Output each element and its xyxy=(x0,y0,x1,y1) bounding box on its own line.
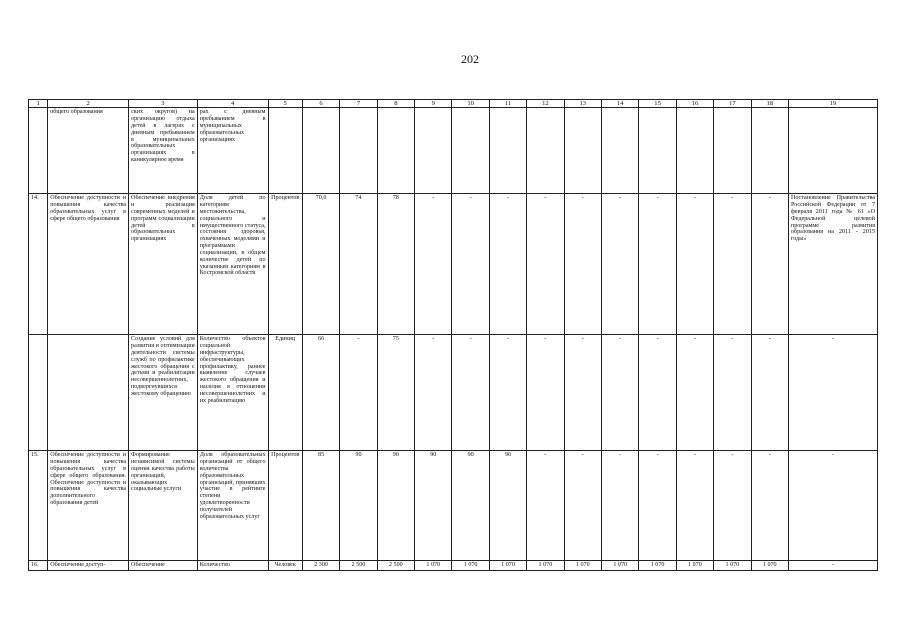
row-number: 14. xyxy=(29,194,48,335)
value-cell: 1 070 xyxy=(676,561,713,571)
value-cell: - xyxy=(714,451,751,561)
value-cell: - xyxy=(639,194,676,335)
value-cell: 2 500 xyxy=(377,561,414,571)
value-cell: - xyxy=(639,451,676,561)
column-header-11: 11 xyxy=(489,100,526,108)
value-cell xyxy=(340,108,377,194)
column-header-2: 2 xyxy=(48,100,129,108)
unit-cell: Процентов xyxy=(268,451,302,561)
unit-cell: Единиц xyxy=(268,335,302,451)
column-header-1: 1 xyxy=(29,100,48,108)
value-cell: 90 xyxy=(340,451,377,561)
value-cell: 78 xyxy=(377,194,414,335)
legal-basis-cell xyxy=(788,108,877,194)
unit-cell: Человек xyxy=(268,561,302,571)
value-cell xyxy=(564,108,601,194)
value-cell xyxy=(415,108,452,194)
indicator-cell: Доля детей по категориям местожительства, социального и имущественного статуса, состояния здоровья, охваченных моделями и программами социализации, в общем количестве детей по указанным категориям в Костромской области xyxy=(197,194,268,335)
measure-cell: Формирование независимой системы оценки качества работы организаций, оказывающих социальные услуги xyxy=(129,451,198,561)
value-cell: - xyxy=(751,451,788,561)
goal-cell: Обеспечение доступности и повышения качества образовательных услуг в сфере общего образования. Обеспечение доступности и повышения качества дополнительного образования детей xyxy=(48,451,129,561)
table-row xyxy=(29,451,878,561)
value-cell: - xyxy=(639,335,676,451)
indicator-cell: Количество xyxy=(197,561,268,571)
value-cell: - xyxy=(714,194,751,335)
value-cell xyxy=(639,108,676,194)
column-header-19: 19 xyxy=(788,100,877,108)
value-cell: - xyxy=(564,451,601,561)
unit-cell xyxy=(268,108,302,194)
row-number xyxy=(29,108,48,194)
value-cell: - xyxy=(676,194,713,335)
measure-cell: Обеспечение внедрения и реализация современных моделей и программ социализации детей в образовательных организациях xyxy=(129,194,198,335)
value-cell: 90 xyxy=(415,451,452,561)
value-cell: - xyxy=(527,335,564,451)
value-cell: 90 xyxy=(452,451,489,561)
value-cell: 90 xyxy=(377,451,414,561)
column-header-8: 8 xyxy=(377,100,414,108)
value-cell: - xyxy=(340,335,377,451)
column-header-15: 15 xyxy=(639,100,676,108)
value-cell: 1 070 xyxy=(602,561,639,571)
value-cell: - xyxy=(751,335,788,451)
value-cell: 2 500 xyxy=(340,561,377,571)
column-header-16: 16 xyxy=(676,100,713,108)
value-cell: 1 070 xyxy=(527,561,564,571)
goal-cell: общего образования xyxy=(48,108,129,194)
value-cell: 1 070 xyxy=(415,561,452,571)
value-cell: - xyxy=(452,335,489,451)
program-indicators-table xyxy=(28,99,878,571)
value-cell xyxy=(527,108,564,194)
value-cell: 75 xyxy=(377,335,414,451)
value-cell: 1 070 xyxy=(564,561,601,571)
value-cell: 70,0 xyxy=(302,194,339,335)
value-cell: - xyxy=(676,451,713,561)
value-cell xyxy=(302,108,339,194)
value-cell: 1 070 xyxy=(714,561,751,571)
value-cell: - xyxy=(564,335,601,451)
value-cell: - xyxy=(602,451,639,561)
value-cell: - xyxy=(489,194,526,335)
value-cell: - xyxy=(415,335,452,451)
legal-basis-cell: Постановление Правительства Российской Федерации от 7 февраля 2011 года № 61 «О Федеральной целевой программе развития образования на 2011 - 2015 годы» xyxy=(788,194,877,335)
value-cell: - xyxy=(751,194,788,335)
table-row xyxy=(29,561,878,571)
column-header-5: 5 xyxy=(268,100,302,108)
goal-cell xyxy=(48,335,129,451)
value-cell: - xyxy=(452,194,489,335)
measure-cell: Создание условий для развития и оптимизации деятельности системы служб по профилактике жестокого обращения с детьми и реабилитации несовершеннолетних, подвергнувшихся жестокому обращению xyxy=(129,335,198,451)
legal-basis-cell: - xyxy=(788,335,877,451)
value-cell: 1 070 xyxy=(751,561,788,571)
header-row xyxy=(29,100,878,108)
value-cell: - xyxy=(527,194,564,335)
table-row xyxy=(29,108,878,194)
column-header-6: 6 xyxy=(302,100,339,108)
value-cell xyxy=(714,108,751,194)
column-header-12: 12 xyxy=(527,100,564,108)
value-cell: - xyxy=(676,335,713,451)
column-header-13: 13 xyxy=(564,100,601,108)
goal-cell: Обеспечение доступ- xyxy=(48,561,129,571)
value-cell: - xyxy=(415,194,452,335)
value-cell xyxy=(489,108,526,194)
row-number: 15. xyxy=(29,451,48,561)
value-cell: 85 xyxy=(302,451,339,561)
table-row xyxy=(29,194,878,335)
column-header-10: 10 xyxy=(452,100,489,108)
value-cell xyxy=(452,108,489,194)
value-cell: 1 070 xyxy=(639,561,676,571)
row-number: 16. xyxy=(29,561,48,571)
column-header-7: 7 xyxy=(340,100,377,108)
value-cell: - xyxy=(527,451,564,561)
indicator-cell: Количество объектов социальной инфраструктуры, обеспечивающих профилактику, раннее выявление случаев жестокого обращения и насилия в отношении несовершеннолетних и их реабилитацию xyxy=(197,335,268,451)
page-number: 202 xyxy=(461,52,479,66)
value-cell: - xyxy=(564,194,601,335)
value-cell xyxy=(377,108,414,194)
row-number xyxy=(29,335,48,451)
measure-cell: ских округов) на организацию отдыха детей в лагерях с дневным пребыванием в муниципальных образовательных организациях в каникулярное время xyxy=(129,108,198,194)
value-cell: 1 070 xyxy=(489,561,526,571)
value-cell: - xyxy=(602,194,639,335)
legal-basis-cell: - xyxy=(788,451,877,561)
value-cell: 66 xyxy=(302,335,339,451)
column-header-9: 9 xyxy=(415,100,452,108)
column-header-3: 3 xyxy=(129,100,198,108)
measure-cell: Обеспечение xyxy=(129,561,198,571)
column-header-17: 17 xyxy=(714,100,751,108)
value-cell: - xyxy=(714,335,751,451)
unit-cell: Процентов xyxy=(268,194,302,335)
column-header-18: 18 xyxy=(751,100,788,108)
column-header-4: 4 xyxy=(197,100,268,108)
value-cell xyxy=(676,108,713,194)
value-cell: 1 070 xyxy=(452,561,489,571)
value-cell: - xyxy=(602,335,639,451)
value-cell: 90 xyxy=(489,451,526,561)
table-row xyxy=(29,335,878,451)
value-cell xyxy=(751,108,788,194)
value-cell xyxy=(602,108,639,194)
value-cell: - xyxy=(489,335,526,451)
indicator-cell: Доля образовательных организаций от общего количества образовательных организаций, принявших участие в рейтинге степени удовлетворенности получателей образовательных услуг xyxy=(197,451,268,561)
indicator-cell: рах с дневным пребыванием в муниципальных образовательных организациях xyxy=(197,108,268,194)
legal-basis-cell: - xyxy=(788,561,877,571)
column-header-14: 14 xyxy=(602,100,639,108)
goal-cell: Обеспечение доступности и повышения качества образовательных услуг в сфере общего образования xyxy=(48,194,129,335)
value-cell: 2 300 xyxy=(302,561,339,571)
value-cell: 74 xyxy=(340,194,377,335)
